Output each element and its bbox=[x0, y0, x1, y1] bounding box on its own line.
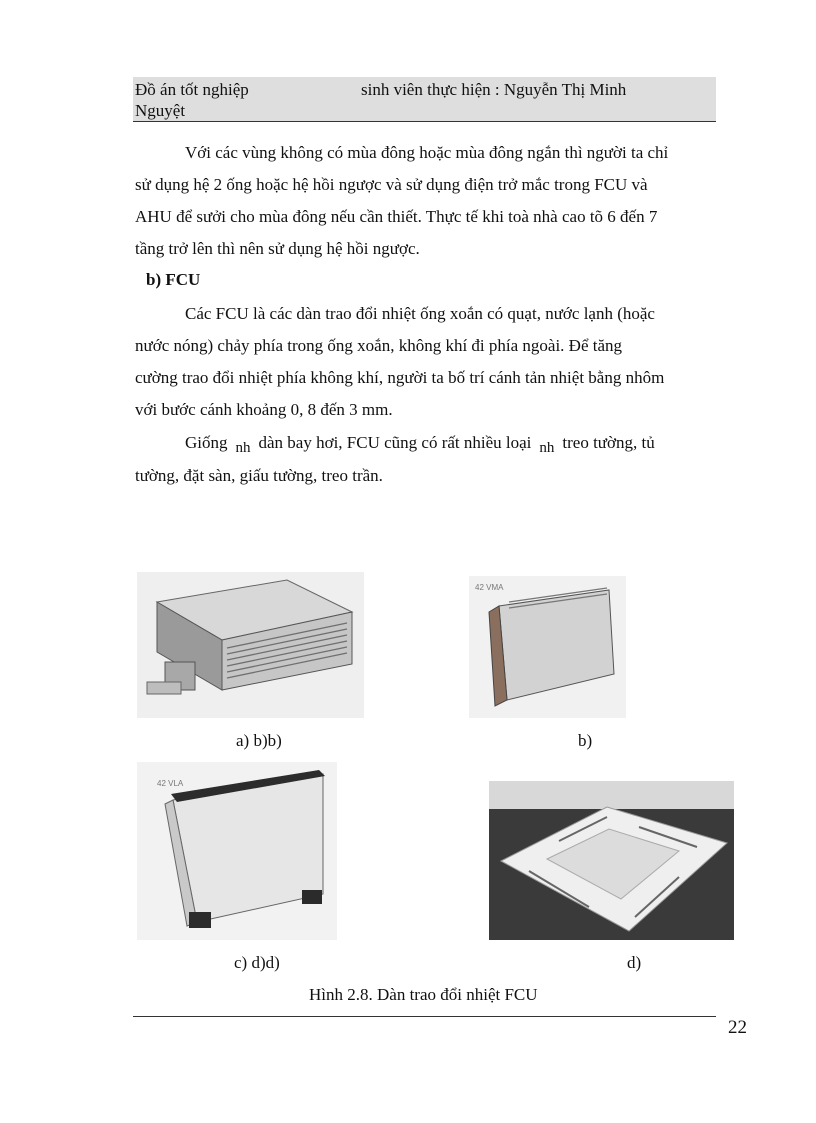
para2-line: với bước cánh khoảng 0, 8 đến 3 mm. bbox=[135, 400, 393, 419]
para2-line: cường trao đổi nhiệt phía không khí, người ta bố trí cánh tản nhiệt bằng nhôm bbox=[135, 368, 665, 387]
paragraph-3 bbox=[135, 427, 738, 492]
figure-b-floor-unit bbox=[469, 576, 626, 718]
figure-b-model-label: 42 VMA bbox=[475, 583, 504, 592]
para3-text: dàn bay hơi, FCU cũng có rất nhiều loại bbox=[258, 433, 532, 452]
caption-a: a) b)b) bbox=[236, 731, 282, 750]
page-header bbox=[133, 77, 716, 122]
para3-line1 bbox=[135, 427, 738, 460]
caption-c: c) d)d) bbox=[234, 953, 280, 972]
para2-line: nước nóng) chảy phía trong ống xoắn, không khí đi phía ngoài. Để tăng bbox=[135, 336, 623, 355]
para2-line: Các FCU là các dàn trao đổi nhiệt ống xoắn có quạt, nước lạnh (hoặc bbox=[185, 304, 655, 323]
figure-title: Hình 2.8. Dàn trao đổi nhiệt FCU bbox=[309, 985, 538, 1004]
paragraph-2 bbox=[135, 298, 738, 426]
header-author-wrap: Nguyệt bbox=[135, 101, 186, 120]
caption-d: d) bbox=[627, 953, 642, 972]
paragraph-1 bbox=[135, 137, 738, 265]
para3-text: treo tường, tủ bbox=[562, 433, 655, 452]
para3-text: Giống bbox=[185, 433, 228, 452]
figure-a-ceiling-concealed-fcu bbox=[137, 572, 364, 718]
header-thesis-label: Đồ án tốt nghiệp bbox=[135, 80, 249, 99]
footer-rule bbox=[133, 1016, 716, 1017]
figure-d-ceiling-cassette bbox=[489, 781, 734, 940]
para3-subscript: nh bbox=[539, 440, 555, 456]
caption-b: b) bbox=[578, 731, 593, 750]
para1-line: tầng trở lên thì nên sử dụng hệ hồi ngược. bbox=[135, 239, 420, 258]
para3-line2: tường, đặt sàn, giấu tường, treo trần. bbox=[135, 466, 383, 485]
header-author: sinh viên thực hiện : Nguyễn Thị Minh bbox=[361, 80, 627, 99]
para3-subscript: nh bbox=[235, 440, 251, 456]
figure-c-model-label: 42 VLA bbox=[157, 779, 184, 788]
figure-c-floor-cabinet bbox=[137, 762, 337, 940]
section-heading: b) FCU bbox=[146, 270, 201, 289]
para1-line: sử dụng hệ 2 ống hoặc hệ hồi ngược và sử dụng điện trở mắc trong FCU và bbox=[135, 175, 648, 194]
para1-line: AHU để sưởi cho mùa đông nếu cần thiết. Thực tế khi toà nhà cao tõ 6 đến 7 bbox=[135, 207, 658, 226]
page-number: 22 bbox=[728, 1017, 747, 1038]
para1-line: Với các vùng không có mùa đông hoặc mùa đông ngắn thì người ta chỉ bbox=[185, 143, 669, 162]
